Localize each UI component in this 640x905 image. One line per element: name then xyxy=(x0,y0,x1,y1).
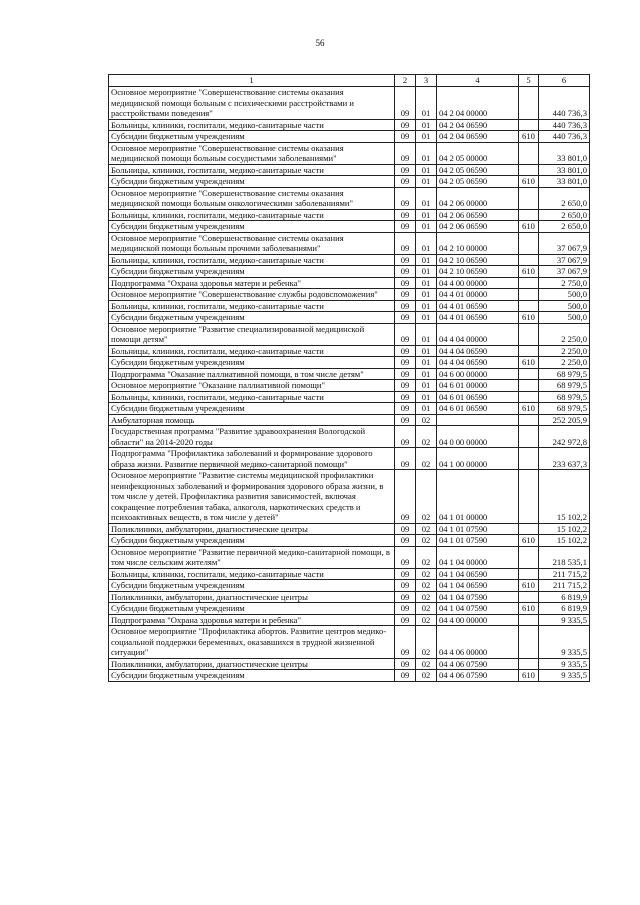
row-subsection: 01 xyxy=(416,209,437,221)
row-subsection: 02 xyxy=(416,658,437,670)
row-name: Субсидии бюджетным учреждениям xyxy=(109,580,395,592)
row-amount: 68 979,5 xyxy=(539,403,590,415)
table-row xyxy=(109,312,590,324)
row-subsection: 02 xyxy=(416,414,437,426)
row-section: 09 xyxy=(395,254,416,266)
row-name: Субсидии бюджетным учреждениям xyxy=(109,535,395,547)
row-article: 04 4 06 07590 xyxy=(437,658,519,670)
row-expense-type xyxy=(519,426,539,448)
row-article: 04 1 04 00000 xyxy=(437,546,519,568)
row-expense-type: 610 xyxy=(519,603,539,615)
row-subsection: 01 xyxy=(416,87,437,120)
row-amount: 440 736,3 xyxy=(539,119,590,131)
row-name: Больницы, клиники, госпитали, медико-санитарные части xyxy=(109,568,395,580)
row-amount: 37 067,9 xyxy=(539,266,590,278)
row-name: Больницы, клиники, госпитали, медико-санитарные части xyxy=(109,345,395,357)
row-amount: 440 736,3 xyxy=(539,131,590,143)
row-amount: 6 819,9 xyxy=(539,603,590,615)
table-row xyxy=(109,448,590,470)
row-section: 09 xyxy=(395,164,416,176)
row-amount: 500,0 xyxy=(539,300,590,312)
row-expense-type xyxy=(519,414,539,426)
row-amount: 2 650,0 xyxy=(539,221,590,233)
row-article: 04 4 00 00000 xyxy=(437,277,519,289)
row-article: 04 2 10 00000 xyxy=(437,232,519,254)
budget-table xyxy=(108,74,590,682)
table-row xyxy=(109,266,590,278)
row-section: 09 xyxy=(395,187,416,209)
row-expense-type xyxy=(519,626,539,659)
row-name: Субсидии бюджетным учреждениям xyxy=(109,221,395,233)
row-expense-type xyxy=(519,164,539,176)
row-article: 04 1 04 07590 xyxy=(437,603,519,615)
row-section: 09 xyxy=(395,626,416,659)
row-article: 04 1 04 06590 xyxy=(437,568,519,580)
row-amount: 33 801,0 xyxy=(539,176,590,188)
row-subsection: 01 xyxy=(416,131,437,143)
row-article: 04 4 01 06590 xyxy=(437,300,519,312)
row-amount: 2 750,0 xyxy=(539,277,590,289)
row-name: Основное мероприятие "Оказание паллиативной помощи" xyxy=(109,380,395,392)
row-name: Поликлиники, амбулатории, диагностические центры xyxy=(109,523,395,535)
table-row xyxy=(109,658,590,670)
row-name: Основное мероприятие "Развитие системы медицинской профилактики неинфекционных заболеваний и формирования здорового образа жизни, в том числе у детей. Профилактика развития зависимостей, включая сокращение потребления табака, алкоголя, наркотических средств и психоактивных веществ, в том числе у детей" xyxy=(109,470,395,524)
row-section: 09 xyxy=(395,323,416,345)
row-subsection: 01 xyxy=(416,119,437,131)
row-section: 09 xyxy=(395,546,416,568)
row-name: Основное мероприятие "Совершенствование системы оказания медицинской помощи больным с психическими расстройствами и расстройствами поведения" xyxy=(109,87,395,120)
row-name: Больницы, клиники, госпитали, медико-санитарные части xyxy=(109,209,395,221)
table-row xyxy=(109,300,590,312)
row-article: 04 2 04 06590 xyxy=(437,119,519,131)
row-expense-type xyxy=(519,254,539,266)
row-name: Субсидии бюджетным учреждениям xyxy=(109,670,395,682)
row-article: 04 2 06 06590 xyxy=(437,221,519,233)
row-name: Больницы, клиники, госпитали, медико-санитарные части xyxy=(109,254,395,266)
row-expense-type xyxy=(519,546,539,568)
table-row xyxy=(109,535,590,547)
row-subsection: 02 xyxy=(416,448,437,470)
table-row xyxy=(109,580,590,592)
row-expense-type xyxy=(519,658,539,670)
row-name: Основное мероприятие "Совершенствование системы оказания медицинской помощи больным сосудистыми заболеваниями" xyxy=(109,142,395,164)
row-name: Основное мероприятие "Совершенствование системы оказания медицинской помощи больным онкологическими заболеваниями" xyxy=(109,187,395,209)
header-cell: 5 xyxy=(519,75,539,87)
table-row xyxy=(109,523,590,535)
header-cell: 3 xyxy=(416,75,437,87)
table-header-row xyxy=(109,75,590,87)
table-row xyxy=(109,670,590,682)
row-section: 09 xyxy=(395,591,416,603)
row-expense-type xyxy=(519,380,539,392)
row-subsection: 01 xyxy=(416,391,437,403)
row-article: 04 6 00 00000 xyxy=(437,368,519,380)
row-section: 09 xyxy=(395,142,416,164)
table-row xyxy=(109,603,590,615)
table-row xyxy=(109,391,590,403)
row-expense-type: 610 xyxy=(519,357,539,369)
table-row xyxy=(109,142,590,164)
row-subsection: 01 xyxy=(416,232,437,254)
row-section: 09 xyxy=(395,448,416,470)
row-article: 04 0 00 00000 xyxy=(437,426,519,448)
table-row xyxy=(109,254,590,266)
row-section: 09 xyxy=(395,368,416,380)
row-expense-type xyxy=(519,119,539,131)
row-section: 09 xyxy=(395,670,416,682)
row-article: 04 2 10 06590 xyxy=(437,266,519,278)
row-section: 09 xyxy=(395,391,416,403)
row-expense-type: 610 xyxy=(519,312,539,324)
row-amount: 33 801,0 xyxy=(539,164,590,176)
row-name: Субсидии бюджетным учреждениям xyxy=(109,131,395,143)
page-number: 56 xyxy=(315,38,325,48)
row-name: Поликлиники, амбулатории, диагностические центры xyxy=(109,591,395,603)
row-subsection: 02 xyxy=(416,426,437,448)
row-article xyxy=(437,414,519,426)
row-section: 09 xyxy=(395,614,416,626)
row-name: Подпрограмма "Охрана здоровья матери и ребенка" xyxy=(109,614,395,626)
row-article: 04 2 10 06590 xyxy=(437,254,519,266)
row-amount: 15 102,2 xyxy=(539,535,590,547)
row-subsection: 01 xyxy=(416,221,437,233)
row-expense-type: 610 xyxy=(519,670,539,682)
table-row xyxy=(109,164,590,176)
row-expense-type: 610 xyxy=(519,403,539,415)
row-name: Субсидии бюджетным учреждениям xyxy=(109,603,395,615)
row-section: 09 xyxy=(395,414,416,426)
row-section: 09 xyxy=(395,119,416,131)
header-cell: 6 xyxy=(539,75,590,87)
row-expense-type xyxy=(519,232,539,254)
header-cell: 2 xyxy=(395,75,416,87)
row-article: 04 4 04 00000 xyxy=(437,323,519,345)
row-subsection: 01 xyxy=(416,380,437,392)
row-expense-type: 610 xyxy=(519,221,539,233)
row-name: Основное мероприятие "Развитие первичной медико-санитарной помощи, в том числе сельским жителям" xyxy=(109,546,395,568)
row-article: 04 6 01 06590 xyxy=(437,403,519,415)
row-amount: 211 715,2 xyxy=(539,568,590,580)
row-name: Амбулаторная помощь xyxy=(109,414,395,426)
row-expense-type xyxy=(519,87,539,120)
row-amount: 2 650,0 xyxy=(539,209,590,221)
table-row xyxy=(109,187,590,209)
row-name: Основное мероприятие "Совершенствование системы оказания медицинской помощи больным прочими заболеваниями" xyxy=(109,232,395,254)
row-expense-type xyxy=(519,568,539,580)
row-section: 09 xyxy=(395,345,416,357)
row-subsection: 01 xyxy=(416,345,437,357)
row-section: 09 xyxy=(395,266,416,278)
row-subsection: 02 xyxy=(416,535,437,547)
row-amount: 15 102,2 xyxy=(539,470,590,524)
row-subsection: 02 xyxy=(416,568,437,580)
table-row xyxy=(109,426,590,448)
row-expense-type xyxy=(519,614,539,626)
row-article: 04 4 00 00000 xyxy=(437,614,519,626)
row-name: Больницы, клиники, госпитали, медико-санитарные части xyxy=(109,300,395,312)
row-expense-type xyxy=(519,187,539,209)
table-row xyxy=(109,87,590,120)
row-name: Больницы, клиники, госпитали, медико-санитарные части xyxy=(109,391,395,403)
row-amount: 68 979,5 xyxy=(539,380,590,392)
row-article: 04 2 04 06590 xyxy=(437,131,519,143)
row-amount: 252 205,9 xyxy=(539,414,590,426)
row-amount: 500,0 xyxy=(539,312,590,324)
row-article: 04 2 06 06590 xyxy=(437,209,519,221)
row-subsection: 01 xyxy=(416,176,437,188)
row-expense-type: 610 xyxy=(519,535,539,547)
row-amount: 233 637,3 xyxy=(539,448,590,470)
row-name: Субсидии бюджетным учреждениям xyxy=(109,176,395,188)
row-expense-type xyxy=(519,209,539,221)
row-section: 09 xyxy=(395,221,416,233)
row-section: 09 xyxy=(395,300,416,312)
table-row xyxy=(109,568,590,580)
row-expense-type xyxy=(519,591,539,603)
row-article: 04 2 04 00000 xyxy=(437,87,519,120)
table-body xyxy=(109,87,590,682)
row-amount: 9 335,5 xyxy=(539,658,590,670)
row-section: 09 xyxy=(395,176,416,188)
row-section: 09 xyxy=(395,426,416,448)
table-row xyxy=(109,221,590,233)
row-subsection: 02 xyxy=(416,580,437,592)
row-amount: 68 979,5 xyxy=(539,368,590,380)
row-article: 04 6 01 06590 xyxy=(437,391,519,403)
row-subsection: 01 xyxy=(416,254,437,266)
row-article: 04 1 01 07590 xyxy=(437,535,519,547)
row-amount: 2 250,0 xyxy=(539,345,590,357)
row-subsection: 01 xyxy=(416,266,437,278)
row-expense-type xyxy=(519,523,539,535)
row-name: Основное мероприятие "Развитие специализированной медицинской помощи детям" xyxy=(109,323,395,345)
row-article: 04 1 00 00000 xyxy=(437,448,519,470)
row-section: 09 xyxy=(395,568,416,580)
row-article: 04 2 06 00000 xyxy=(437,187,519,209)
row-subsection: 01 xyxy=(416,300,437,312)
row-subsection: 01 xyxy=(416,357,437,369)
row-subsection: 02 xyxy=(416,591,437,603)
row-expense-type xyxy=(519,323,539,345)
table-row xyxy=(109,403,590,415)
row-amount: 211 715,2 xyxy=(539,580,590,592)
table-row xyxy=(109,470,590,524)
row-article: 04 1 01 07590 xyxy=(437,523,519,535)
table-row xyxy=(109,614,590,626)
row-expense-type xyxy=(519,391,539,403)
row-subsection: 02 xyxy=(416,546,437,568)
row-section: 09 xyxy=(395,380,416,392)
row-article: 04 4 04 06590 xyxy=(437,357,519,369)
row-expense-type xyxy=(519,277,539,289)
row-amount: 68 979,5 xyxy=(539,391,590,403)
row-amount: 6 819,9 xyxy=(539,591,590,603)
row-article: 04 2 05 00000 xyxy=(437,142,519,164)
row-article: 04 1 04 07590 xyxy=(437,591,519,603)
table-row xyxy=(109,414,590,426)
table-row xyxy=(109,357,590,369)
row-section: 09 xyxy=(395,289,416,301)
row-name: Субсидии бюджетным учреждениям xyxy=(109,403,395,415)
table-row xyxy=(109,277,590,289)
row-section: 09 xyxy=(395,277,416,289)
row-amount: 500,0 xyxy=(539,289,590,301)
row-subsection: 01 xyxy=(416,164,437,176)
row-name: Государственная программа "Развитие здравоохранения Вологодской области" на 2014-2020 годы xyxy=(109,426,395,448)
table-row xyxy=(109,626,590,659)
row-section: 09 xyxy=(395,87,416,120)
row-section: 09 xyxy=(395,312,416,324)
row-expense-type: 610 xyxy=(519,266,539,278)
row-subsection: 02 xyxy=(416,614,437,626)
row-section: 09 xyxy=(395,580,416,592)
row-article: 04 6 01 00000 xyxy=(437,380,519,392)
table-row xyxy=(109,323,590,345)
table-row xyxy=(109,289,590,301)
row-expense-type xyxy=(519,300,539,312)
row-name: Подпрограмма "Оказание паллиативной помощи, в том числе детям" xyxy=(109,368,395,380)
header-cell: 4 xyxy=(437,75,519,87)
row-subsection: 02 xyxy=(416,626,437,659)
row-article: 04 1 04 06590 xyxy=(437,580,519,592)
row-subsection: 02 xyxy=(416,523,437,535)
row-name: Субсидии бюджетным учреждениям xyxy=(109,266,395,278)
row-section: 09 xyxy=(395,523,416,535)
row-name: Субсидии бюджетным учреждениям xyxy=(109,312,395,324)
table-row xyxy=(109,119,590,131)
row-subsection: 01 xyxy=(416,142,437,164)
row-article: 04 4 06 00000 xyxy=(437,626,519,659)
row-section: 09 xyxy=(395,232,416,254)
table-row xyxy=(109,131,590,143)
row-article: 04 2 05 06590 xyxy=(437,164,519,176)
row-section: 09 xyxy=(395,603,416,615)
row-amount: 440 736,3 xyxy=(539,87,590,120)
row-amount: 2 250,0 xyxy=(539,357,590,369)
header-cell: 1 xyxy=(109,75,395,87)
row-amount: 15 102,2 xyxy=(539,523,590,535)
row-name: Субсидии бюджетным учреждениям xyxy=(109,357,395,369)
row-amount: 37 067,9 xyxy=(539,232,590,254)
table-row xyxy=(109,209,590,221)
row-amount: 218 535,1 xyxy=(539,546,590,568)
row-article: 04 4 04 06590 xyxy=(437,345,519,357)
row-amount: 2 650,0 xyxy=(539,187,590,209)
row-expense-type xyxy=(519,448,539,470)
table-row xyxy=(109,176,590,188)
table-row xyxy=(109,232,590,254)
row-amount: 2 250,0 xyxy=(539,323,590,345)
row-amount: 9 335,5 xyxy=(539,626,590,659)
row-article: 04 1 01 00000 xyxy=(437,470,519,524)
row-section: 09 xyxy=(395,403,416,415)
row-amount: 9 335,5 xyxy=(539,614,590,626)
row-subsection: 01 xyxy=(416,289,437,301)
row-amount: 33 801,0 xyxy=(539,142,590,164)
row-subsection: 01 xyxy=(416,277,437,289)
row-amount: 242 972,8 xyxy=(539,426,590,448)
row-expense-type xyxy=(519,289,539,301)
row-expense-type: 610 xyxy=(519,176,539,188)
row-subsection: 01 xyxy=(416,368,437,380)
table-row xyxy=(109,546,590,568)
row-subsection: 02 xyxy=(416,670,437,682)
row-amount: 9 335,5 xyxy=(539,670,590,682)
row-subsection: 02 xyxy=(416,470,437,524)
row-subsection: 01 xyxy=(416,187,437,209)
row-name: Основное мероприятие "Совершенствование службы родовспоможения" xyxy=(109,289,395,301)
table-row xyxy=(109,591,590,603)
table-row xyxy=(109,368,590,380)
row-subsection: 02 xyxy=(416,603,437,615)
row-name: Поликлиники, амбулатории, диагностические центры xyxy=(109,658,395,670)
row-expense-type: 610 xyxy=(519,131,539,143)
row-expense-type: 610 xyxy=(519,580,539,592)
row-name: Больницы, клиники, госпитали, медико-санитарные части xyxy=(109,119,395,131)
row-expense-type xyxy=(519,142,539,164)
row-section: 09 xyxy=(395,131,416,143)
row-expense-type xyxy=(519,345,539,357)
row-article: 04 2 05 06590 xyxy=(437,176,519,188)
row-expense-type xyxy=(519,368,539,380)
row-expense-type xyxy=(519,470,539,524)
row-section: 09 xyxy=(395,535,416,547)
row-subsection: 01 xyxy=(416,323,437,345)
row-name: Подпрограмма "Охрана здоровья матери и ребенка" xyxy=(109,277,395,289)
row-article: 04 4 01 00000 xyxy=(437,289,519,301)
row-article: 04 4 01 06590 xyxy=(437,312,519,324)
table-row xyxy=(109,345,590,357)
row-section: 09 xyxy=(395,658,416,670)
row-section: 09 xyxy=(395,357,416,369)
row-subsection: 01 xyxy=(416,403,437,415)
row-amount: 37 067,9 xyxy=(539,254,590,266)
table-row xyxy=(109,380,590,392)
row-name: Больницы, клиники, госпитали, медико-санитарные части xyxy=(109,164,395,176)
row-section: 09 xyxy=(395,470,416,524)
row-name: Основное мероприятие "Профилактика абортов. Развитие центров медико-социальной поддержки беременных, оказавшихся в трудной жизненной ситуации" xyxy=(109,626,395,659)
row-article: 04 4 06 07590 xyxy=(437,670,519,682)
row-name: Подпрограмма "Профилактика заболеваний и формирование здорового образа жизни. Развитие первичной медико-санитарной помощи" xyxy=(109,448,395,470)
row-section: 09 xyxy=(395,209,416,221)
row-subsection: 01 xyxy=(416,312,437,324)
